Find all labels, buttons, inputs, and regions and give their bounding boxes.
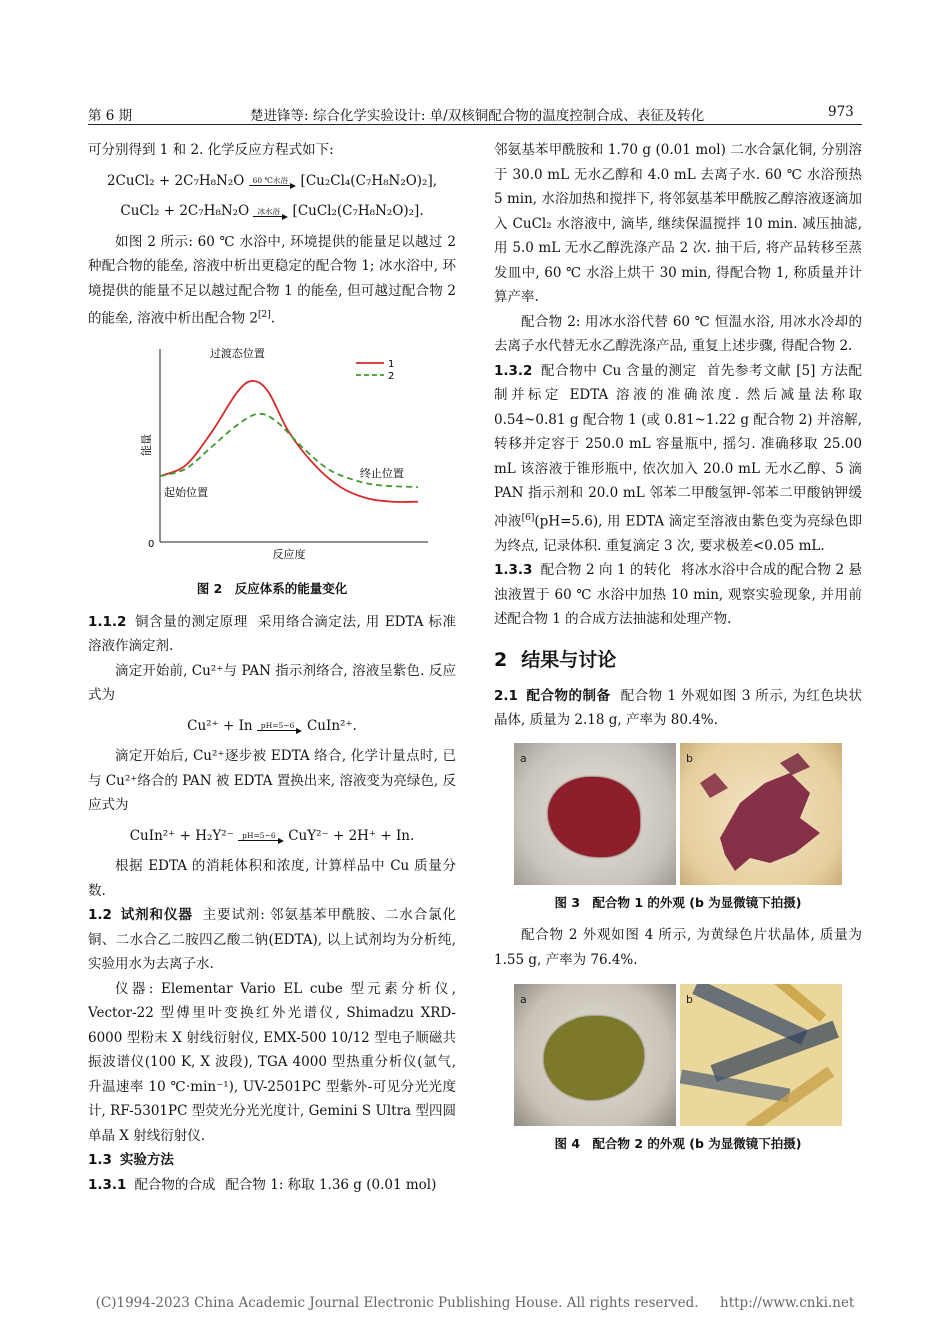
running-title: 楚进锋等: 综合化学实验设计: 单/双核铜配合物的温度控制合成、表征及转化 [250, 108, 705, 124]
left-column [88, 138, 456, 1197]
section-1-1-2: 1.1.2 铜含量的测定原理 采用络合滴定法, 用 EDTA 标准溶液作滴定剂. [88, 613, 457, 654]
annotation-transition: 过渡态位置 [209, 347, 265, 360]
section-1-3-3: 1.3.3 配合物 2 向 1 的转化 将冰水浴中合成的配合物 2 悬浊液置于 60 ℃ 水浴中加热 10 min, 观察实验现象, 并用前述配合物 1 的合成方法抽滤和处理产物. [494, 562, 863, 627]
equation-2-lhs: CuCl₂ + 2C₇H₈N₂O [120, 203, 250, 219]
section-1-2: 1.2 试剂和仪器 主要试剂: 邻氨基苯甲酰胺、二水合氯化铜、二水合乙二胺四乙酸二钠(EDTA), 以上试剂均为分析纯, 实验用水为去离子水. [88, 907, 456, 972]
series-1-line [160, 381, 418, 502]
fig3-caption: 图 3 配合物 1 的外观 (b 为显微镜下拍摄) [554, 894, 802, 910]
equation-1-lhs: 2CuCl₂ + 2C₇H₈N₂O [106, 172, 245, 189]
fig3a-photo: a [514, 743, 676, 885]
fig3b-photo: b [680, 743, 842, 885]
complex-2-appearance: 配合物 2 外观如图 4 所示, 为黄绿色片状晶体, 质量为 1.55 g, 产率为 76.4%. [494, 927, 862, 968]
equation-2-rhs: [CuCl₂(C₇H₈N₂O)₂]. [292, 203, 424, 219]
equation-4: CuIn²⁺ + H₂Y²⁻ pH=5~6 CuY²⁻ + 2H⁺ + In. [129, 827, 415, 844]
origin-label: 0 [148, 539, 155, 550]
page-number: 973 [828, 104, 854, 120]
citation: [2] [257, 310, 271, 320]
equation-2 [88, 199, 456, 224]
instruments-paragraph: 仪器: Elementar Vario EL cube 型元素分析仪, Vector-22 型傅里叶变换红外光谱仪, Shimadzu XRD-6000 型粉末 X 射线衍射仪, EMX-500 10/12 型电子顺磁共振波谱仪(100 K, X 波段), TGA 4000 型热重分析仪(氩气, 升温速率 10 ℃·min⁻¹), UV-2501PC 型紫外-可见分光光度计, RF-5301PC 型荧光分光光度计, Gemini S Ultra 型四圆单晶 X 射线衍射仪. [88, 980, 456, 1144]
y-axis-label: 能量 [140, 434, 153, 456]
equation-1 [88, 169, 456, 194]
fig4-caption: 图 4 配合物 2 的外观 (b 为显微镜下拍摄) [554, 1136, 802, 1151]
equation-2-condition: 冰水浴 [253, 207, 284, 217]
yellow-green-powder [544, 1016, 644, 1100]
fig2-caption: 图 2 反应体系的能量变化 [196, 581, 348, 596]
red-powder [548, 777, 640, 857]
legend-label-2: 2 [388, 371, 395, 382]
equation-1-condition: 60 ℃水浴 [249, 176, 292, 186]
before-titration: 滴定开始前, Cu²⁺与 PAN 指示剂络合, 溶液呈紫色. 反应式为 [88, 662, 456, 703]
x-axis-label: 反应度 [272, 548, 306, 561]
equation-1-rhs: [Cu₂Cl₄(C₇H₈N₂O)₂], [300, 172, 438, 189]
energy-chart [88, 337, 456, 575]
calc-paragraph: 根据 EDTA 的消耗体积和浓度, 计算样品中 Cu 质量分数. [88, 858, 456, 899]
annotation-start: 起始位置 [164, 486, 208, 500]
annotation-end: 终止位置 [359, 467, 404, 481]
legend-label-1: 1 [388, 359, 395, 370]
fig3-photos [494, 743, 862, 885]
fig4b-photo: b [680, 984, 842, 1126]
fig4-photos [494, 984, 862, 1126]
fig4a-photo: a [514, 984, 676, 1126]
fig3b-crystals [680, 743, 842, 885]
section-2-heading: 2 结果与讨论 [494, 648, 617, 671]
footer-url[interactable]: http://www.cnki.net [720, 1295, 855, 1311]
section-1-3: 1.3 实验方法 [88, 1152, 174, 1168]
copyright-text: (C)1994-2023 China Academic Journal Electronic Publishing House. All rights reserved. [95, 1295, 699, 1311]
fig2-discussion: 如图 2 所示: 60 ℃ 水浴中, 环境提供的能量足以越过 2 种配合物的能垒, 溶液中析出更稳定的配合物 1; 冰水浴中, 环境提供的能量不足以越过配合物 1 的能垒, 但可越过配合物 2 的能垒, 溶液中析出配合物 2[2]. [88, 233, 456, 327]
synthesis-continued: 邻氨基苯甲酰胺和 1.70 g (0.01 mol) 二水合氯化铜, 分别溶于 30.0 mL 无水乙醇和 4.0 mL 去离子水. 60 ℃ 水浴预热 5 min, 水浴加热和搅拌下, 将邻氨基苯甲酰胺乙醇溶液逐滴加入 CuCl₂ 水溶液中, 滴毕, 继续保温搅拌 10 min. 减压抽滤, 用 5.0 mL 无水乙醇洗涤产品 2 次. 抽干后, 将产品转移至蒸发皿中, 60 ℃ 水浴上烘干 30 min, 得配合物 1, 称质量并计算产率. [494, 142, 862, 305]
after-titration: 滴定开始后, Cu²⁺逐步被 EDTA 络合, 化学计量点时, 已与 Cu²⁺络合的 PAN 被 EDTA 置换出来, 溶液变为亮绿色, 反应式为 [88, 748, 456, 813]
complex-2-synthesis: 配合物 2: 用冰水浴代替 60 ℃ 恒温水浴, 用冰水冷却的去离子水代替无水乙醇洗涤产品, 重复上述步骤, 得配合物 2. [494, 313, 862, 354]
section-1-3-2: 1.3.2 配合物中 Cu 含量的测定 首先参考文献 [5] 方法配制并标定 EDTA 溶液的准确浓度. 然后减量法称取 0.54~0.81 g 配合物 1 (或 0.81~1.22 g 配合物 2) 并溶解, 转移并定容于 250.0 mL 容量瓶中, 摇匀. 准确移取 25.00 mL 该溶液于锥形瓶中, 依次加入 20.0 mL 无水乙醇、5 滴 PAN 指示剂和 20.0 mL 邻苯二甲酸氢钾-邻苯二甲酸钠钾缓冲液[6](pH=5.6), 用 EDTA 滴定至溶液由紫色变为亮绿色即为终点, 记录体积. 重复滴定 3 次, 要求极差<0.05 mL. [494, 362, 863, 554]
section-1-3-1: 1.3.1 配合物的合成 配合物 1: 称取 1.36 g (0.01 mol) [88, 1176, 437, 1193]
equation-3: Cu²⁺ + In pH=5~6 CuIn²⁺. [187, 717, 357, 734]
footer [88, 1295, 862, 1311]
right-column [494, 138, 862, 1157]
section-2-1: 2.1 配合物的制备 配合物 1 外观如图 3 所示, 为红色块状晶体, 质量为 2.18 g, 产率为 80.4%. [494, 687, 862, 728]
issue-number: 第 6 期 [88, 108, 133, 124]
header-rule [88, 124, 862, 125]
intro-paragraph: 可分别得到 1 和 2. 化学反应方程式如下: [88, 142, 334, 158]
fig4b-crystals [680, 984, 842, 1126]
